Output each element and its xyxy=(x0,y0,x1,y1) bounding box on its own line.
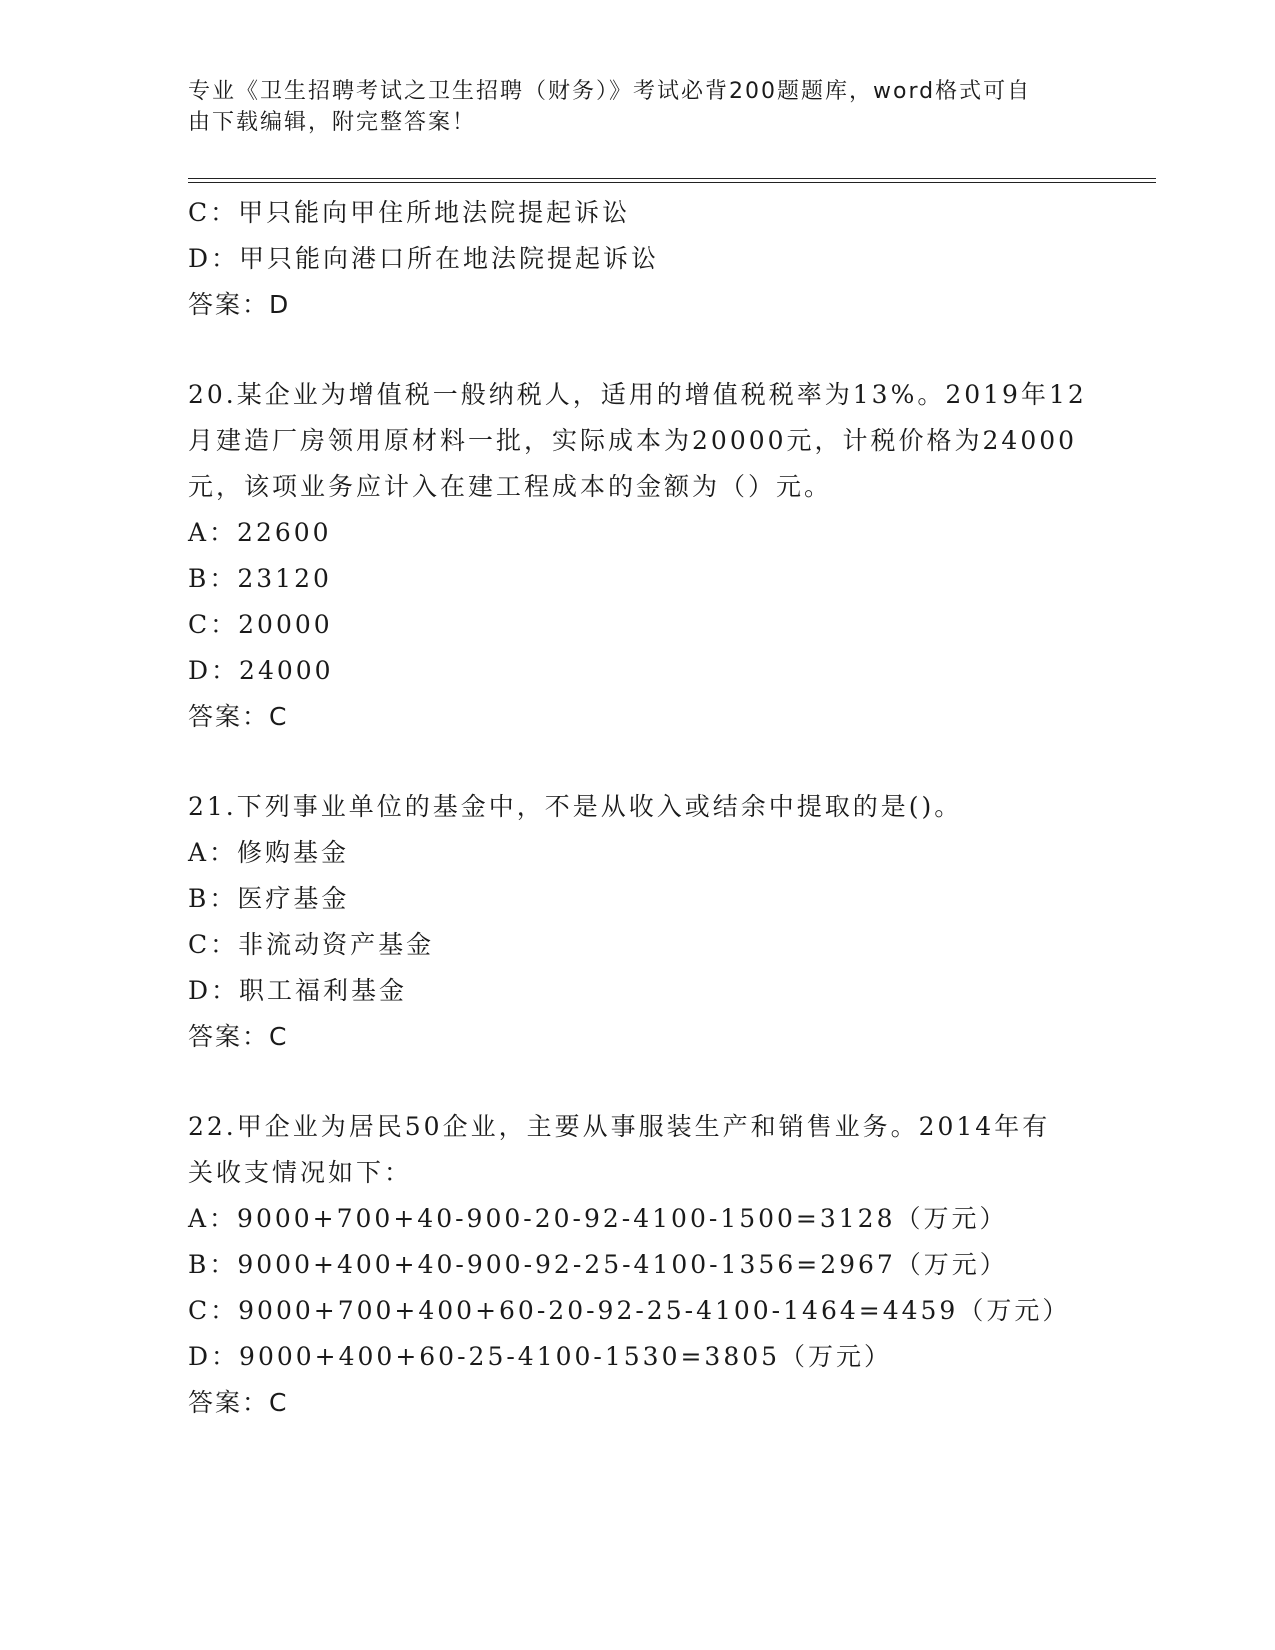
header-line-2: 由下载编辑，附完整答案！ xyxy=(188,110,477,135)
question-stem-line: 元，该项业务应计入在建工程成本的金额为（）元。 xyxy=(188,472,833,501)
option-a: A：修购基金 xyxy=(188,838,350,867)
question-stem-line: 22.甲企业为居民50企业，主要从事服装生产和销售业务。2014年有 xyxy=(188,1112,1051,1141)
question-spacer xyxy=(188,1060,1098,1104)
answer-line: 答案：C xyxy=(188,1022,289,1051)
answer-line: 答案：D xyxy=(188,290,291,319)
option-c: C：非流动资产基金 xyxy=(188,930,435,959)
question-content xyxy=(188,190,1098,1426)
document-header xyxy=(188,76,1068,138)
option-a: A：22600 xyxy=(188,518,332,547)
question-22-block xyxy=(188,1104,1098,1426)
option-c: C：20000 xyxy=(188,610,333,639)
header-divider-bottom xyxy=(188,182,1156,183)
option-b: B：医疗基金 xyxy=(188,884,350,913)
question-stem-line: 关收支情况如下： xyxy=(188,1158,413,1187)
option-d: D：9000+400+60-25-4100-1530=3805（万元） xyxy=(188,1342,893,1371)
header-divider-top xyxy=(188,178,1156,179)
question-spacer xyxy=(188,740,1098,784)
answer-line: 答案：C xyxy=(188,1388,289,1417)
option-b: B：23120 xyxy=(188,564,332,593)
question-19-block xyxy=(188,190,1098,328)
option-c: C：9000+700+400+60-20-92-25-4100-1464=4459（万元） xyxy=(188,1296,1071,1325)
question-20-block xyxy=(188,372,1098,740)
option-a: A：9000+700+40-900-20-92-4100-1500=3128（万元） xyxy=(188,1204,1008,1233)
question-spacer xyxy=(188,328,1098,372)
answer-line: 答案：C xyxy=(188,702,289,731)
option-b: B：9000+400+40-900-92-25-4100-1356=2967（万元） xyxy=(188,1250,1008,1279)
option-c: C：甲只能向甲住所地法院提起诉讼 xyxy=(188,198,631,227)
option-d: D：甲只能向港口所在地法院提起诉讼 xyxy=(188,244,660,273)
header-line-1: 专业《卫生招聘考试之卫生招聘（财务）》考试必背200题题库，word格式可自 xyxy=(188,79,1032,104)
option-d: D：24000 xyxy=(188,656,334,685)
option-d: D：职工福利基金 xyxy=(188,976,408,1005)
question-21-block xyxy=(188,784,1098,1060)
question-stem-line: 月建造厂房领用原材料一批，实际成本为20000元，计税价格为24000 xyxy=(188,426,1078,455)
question-stem-line: 21.下列事业单位的基金中，不是从收入或结余中提取的是()。 xyxy=(188,792,963,821)
question-stem-line: 20.某企业为增值税一般纳税人，适用的增值税税率为13%。2019年12 xyxy=(188,380,1087,409)
